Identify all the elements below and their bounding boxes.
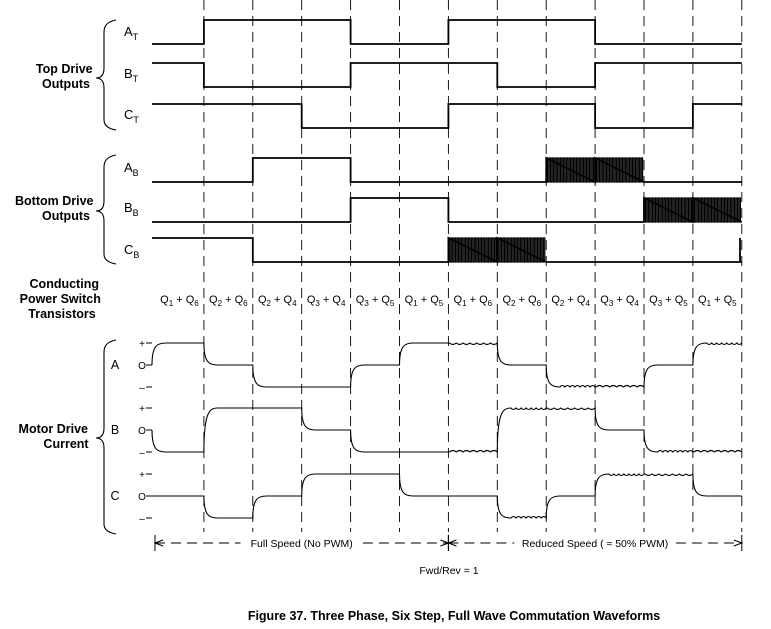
top-drive-waveform-c xyxy=(152,104,742,128)
conducting-pair-label: $Q_1 + Q_6$ xyxy=(160,294,199,308)
phase-current-waveform-c xyxy=(152,474,742,518)
current-level-mark: O xyxy=(138,492,146,503)
conducting-pair-label: $Q_3 + Q_5$ xyxy=(649,294,688,308)
current-level-mark: O xyxy=(138,426,146,437)
top-drive-outputs-label: Top Drive Outputs xyxy=(35,62,93,91)
conducting-pair-label: $Q_1 + Q_6$ xyxy=(453,294,493,308)
signal-label-cb: $C_B$ xyxy=(124,242,140,260)
commutation-grid xyxy=(204,0,742,532)
current-waveforms xyxy=(152,343,742,518)
reduced-speed-label: Reduced Speed ( ≈ 50% PWM) xyxy=(521,538,669,550)
phase-label-a: A xyxy=(110,358,120,372)
current-level-mark: – xyxy=(139,383,145,394)
conducting-transistors-label: Conducting Power Switch Transistors xyxy=(19,277,101,321)
conducting-pair-label: $Q_2 + Q_4$ xyxy=(551,294,590,308)
signal-label-at: $A_T$ xyxy=(124,24,139,42)
current-level-mark: + xyxy=(139,339,145,350)
bottom-drive-waveform-b xyxy=(152,198,742,222)
signal-label-bt: $B_T$ xyxy=(124,66,139,84)
top-drive-label-text: Top Drive xyxy=(35,62,93,76)
phase-current-waveform-b xyxy=(152,408,742,452)
top-drive-waveform-b xyxy=(152,63,742,87)
conducting-pair-label: $Q_2 + Q_6$ xyxy=(209,294,248,308)
conducting-pair-label: $Q_2 + Q_4$ xyxy=(257,294,297,308)
current-axes xyxy=(110,339,152,525)
phase-label-b: B xyxy=(110,423,120,437)
conducting-pair-label: $Q_1 + Q_5$ xyxy=(698,294,737,308)
arrowhead-right xyxy=(734,540,742,546)
conducting-pair-label: $Q_3 + Q_4$ xyxy=(600,294,639,308)
current-level-mark: O xyxy=(138,361,146,372)
direction-label: Fwd/Rev = 1 xyxy=(419,565,479,577)
signal-label-ct: $C_T$ xyxy=(124,107,139,125)
top-drive-waveform-a xyxy=(152,20,742,44)
conducting-pair-label: $Q_3 + Q_5$ xyxy=(355,294,395,308)
conducting-pair-label: $Q_3 + Q_4$ xyxy=(306,294,346,308)
current-level-mark: – xyxy=(139,448,145,459)
current-level-mark: + xyxy=(139,404,145,415)
signal-label-ab: $A_B$ xyxy=(124,160,139,178)
bottom-drive-waveform-c xyxy=(152,238,742,262)
current-level-mark: + xyxy=(139,470,145,481)
bottom-drive-waveform-a xyxy=(152,158,742,182)
figure-caption: Figure 37. Three Phase, Six Step, Full Wave Commutation Waveforms xyxy=(247,609,661,623)
bottom-drive-outputs-label: Bottom Drive Outputs xyxy=(15,194,94,223)
top-drive-brace xyxy=(96,20,116,130)
conducting-pair-label: $Q_1 + Q_5$ xyxy=(404,294,444,308)
current-level-mark: – xyxy=(139,514,145,525)
phase-label-c: C xyxy=(110,489,120,503)
full-speed-label: Full Speed (No PWM) xyxy=(250,538,353,550)
phase-current-waveform-a xyxy=(152,343,742,387)
signal-labels xyxy=(124,24,139,260)
bottom-drive-brace xyxy=(96,155,116,264)
drive-waveforms xyxy=(152,20,742,262)
speed-indicator-row xyxy=(155,535,742,551)
conducting-pair-label: $Q_2 + Q_6$ xyxy=(502,294,542,308)
signal-label-bb: $B_B$ xyxy=(124,200,139,218)
motor-drive-current-label: Motor Drive Current xyxy=(18,422,89,451)
